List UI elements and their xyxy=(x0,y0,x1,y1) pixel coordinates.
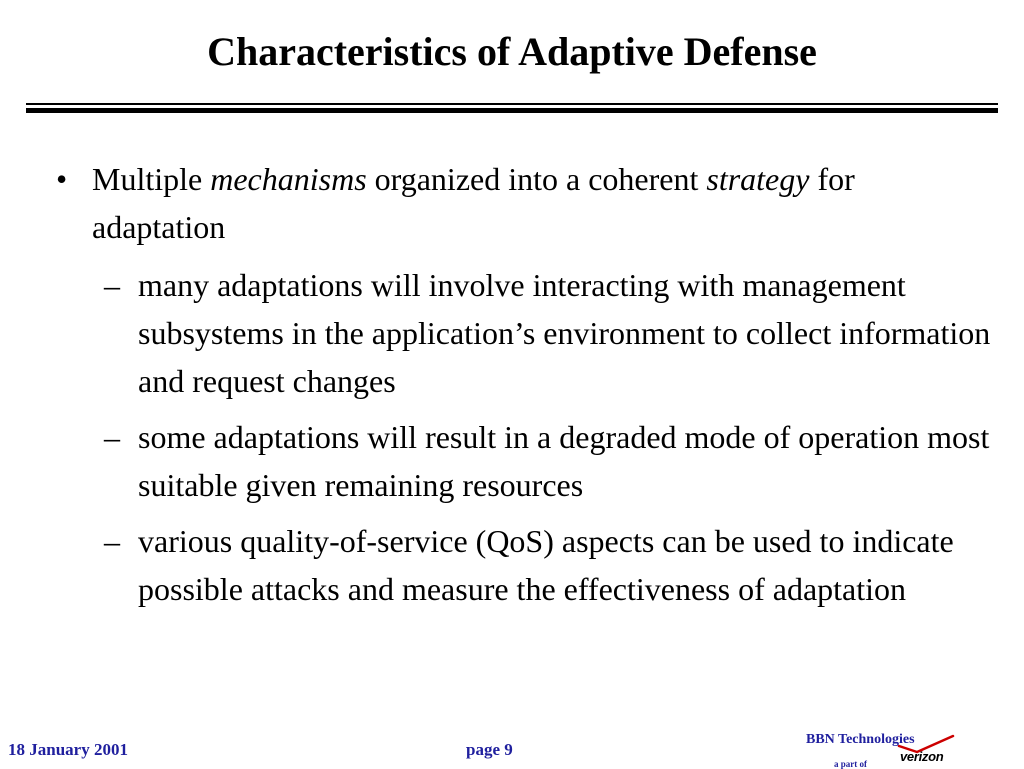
footer-date: 18 January 2001 xyxy=(8,740,128,759)
main-bullet-emphasis-strategy: strategy xyxy=(706,161,810,197)
title-divider-thin xyxy=(26,103,998,105)
sub-bullet-dash: – xyxy=(104,523,120,559)
main-bullet-emphasis-mechanisms: mechanisms xyxy=(210,161,367,197)
sub-bullet-list xyxy=(56,261,996,613)
sub-bullet-text: many adaptations will involve interacting with management subsystems in the application’s environment to collect information and request changes xyxy=(138,267,991,399)
sub-bullet-item xyxy=(56,517,996,613)
main-bullet xyxy=(56,155,996,251)
bbn-verizon-logo xyxy=(800,730,970,768)
footer-page-number: page 9 xyxy=(466,740,513,759)
sub-bullet-item xyxy=(56,261,996,405)
title-divider-thick xyxy=(26,108,998,113)
sub-bullet-text: various quality-of-service (QoS) aspects can be used to indicate possible attacks and measure the effectiveness of adaptation xyxy=(138,523,954,607)
main-bullet-text-3: organized into a coherent xyxy=(366,161,707,197)
sub-bullet-text: some adaptations will result in a degraded mode of operation most suitable given remaining resources xyxy=(138,419,990,503)
sub-bullet-dash: – xyxy=(104,419,120,455)
logo-a-part-of: a part of xyxy=(834,759,867,769)
main-bullet-text-5: for adaptation xyxy=(92,161,855,245)
slide-title: Characteristics of Adaptive Defense xyxy=(207,29,817,74)
sub-bullet-item xyxy=(56,413,996,509)
logo-company-name: BBN Technologies xyxy=(806,732,915,747)
main-bullet-text-1: Multiple xyxy=(92,161,211,197)
logo-brand-name: verizon xyxy=(900,749,944,764)
slide-body xyxy=(56,155,996,621)
bullet-mark: • xyxy=(56,161,68,197)
sub-bullet-dash: – xyxy=(104,267,120,303)
